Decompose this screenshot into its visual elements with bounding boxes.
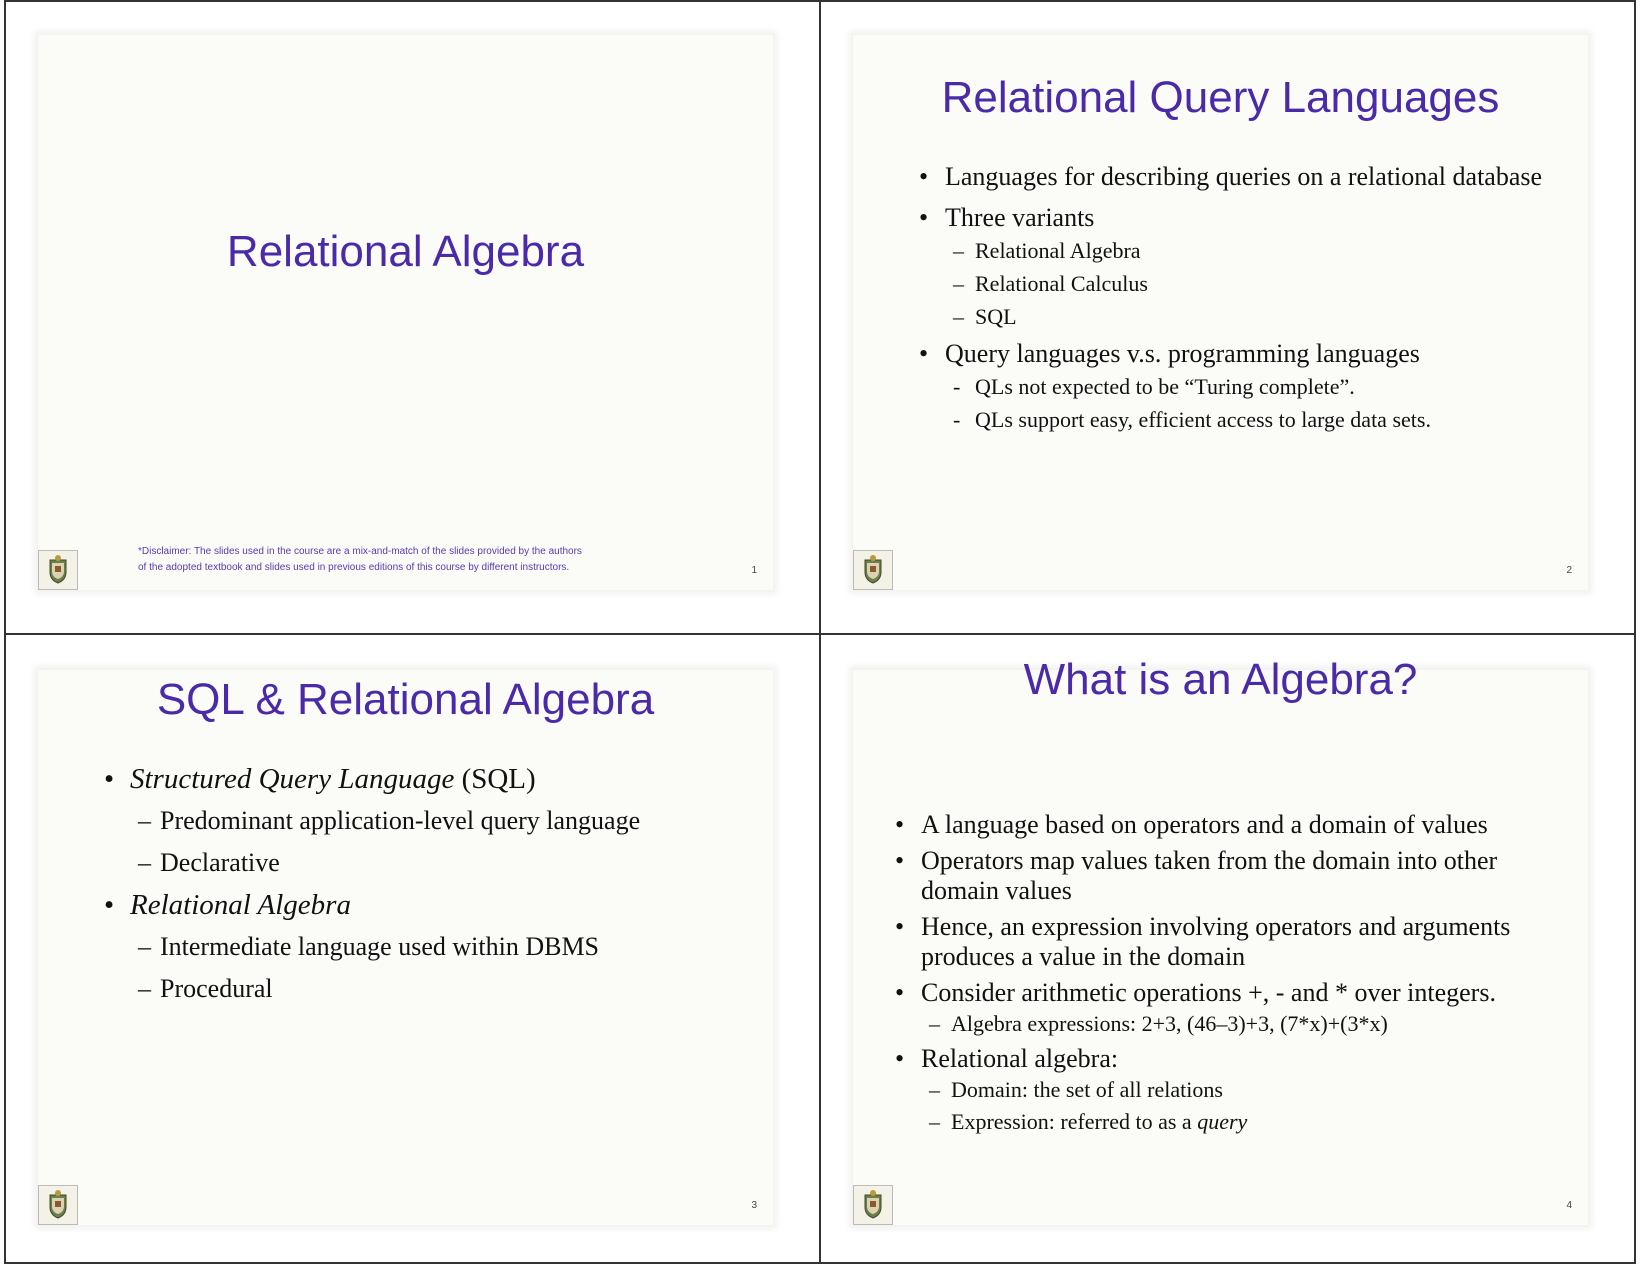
slide-number: 4 (1566, 1200, 1572, 1211)
list-item: • Three variants (919, 203, 1095, 232)
list-item: • Relational algebra: (895, 1044, 1119, 1073)
list-item: – Algebra expressions: 2+3, (46–3)+3, (7*x)+(3*x) (929, 1011, 1388, 1036)
slide-number: 3 (751, 1200, 757, 1211)
list-item: • Hence, an expression involving operators and arguments produces a value in the domain (895, 912, 1511, 971)
university-crest-icon (853, 1185, 893, 1225)
slide-3 (38, 670, 773, 1225)
university-crest-icon (38, 550, 78, 590)
slide-3-bullets (104, 758, 750, 1010)
list-item: - QLs not expected to be “Turing complete”. (953, 374, 1355, 399)
list-item: - QLs support easy, efficient access to large data sets. (953, 407, 1431, 432)
list-item: – SQL (953, 304, 1017, 329)
list-item: • Languages for describing queries on a relational database (919, 162, 1543, 191)
list-item: – Expression: referred to as a query (929, 1109, 1248, 1134)
disclaimer-line-2: of the adopted textbook and slides used in previous editions of this course by different instructors. (138, 562, 570, 573)
list-item: – Intermediate language used within DBMS (138, 932, 600, 961)
slide-number: 1 (751, 565, 757, 576)
slide-3-title: SQL & Relational Algebra (156, 675, 655, 724)
university-crest-icon (853, 550, 893, 590)
slide-4 (853, 655, 1588, 1225)
university-crest-icon (38, 1185, 78, 1225)
list-item: – Predominant application-level query language (138, 806, 641, 835)
list-item: – Declarative (138, 848, 280, 877)
grid-divider-vertical (819, 0, 821, 1264)
grid-divider-horizontal (4, 633, 1636, 635)
list-item: • Consider arithmetic operations +, - and * over integers. (895, 978, 1496, 1007)
slide-number: 2 (1566, 565, 1572, 576)
list-item: • A language based on operators and a domain of values (895, 810, 1488, 839)
list-item: – Procedural (138, 974, 273, 1003)
slide-2 (853, 35, 1588, 590)
list-item: • Relational Algebra (104, 889, 351, 921)
list-item: – Relational Calculus (953, 271, 1148, 296)
slide-4-title: What is an Algebra? (1023, 655, 1418, 704)
slide-2-title: Relational Query Languages (941, 73, 1500, 122)
disclaimer-line-1: *Disclaimer: The slides used in the course are a mix-and-match of the slides provided by the authors (138, 546, 582, 557)
slide-2-bullets (919, 160, 1545, 436)
slide-1-title: Relational Algebra (226, 227, 585, 276)
slide-4-bullets (895, 810, 1571, 1138)
list-item: • Structured Query Language (SQL) (104, 763, 536, 795)
list-item: – Domain: the set of all relations (929, 1077, 1223, 1102)
disclaimer-note (138, 544, 698, 576)
list-item: • Query languages v.s. programming languages (919, 339, 1420, 368)
list-item: • Operators map values taken from the domain into other domain values (895, 846, 1498, 905)
list-item: – Relational Algebra (953, 238, 1141, 263)
slide-1 (38, 35, 773, 590)
